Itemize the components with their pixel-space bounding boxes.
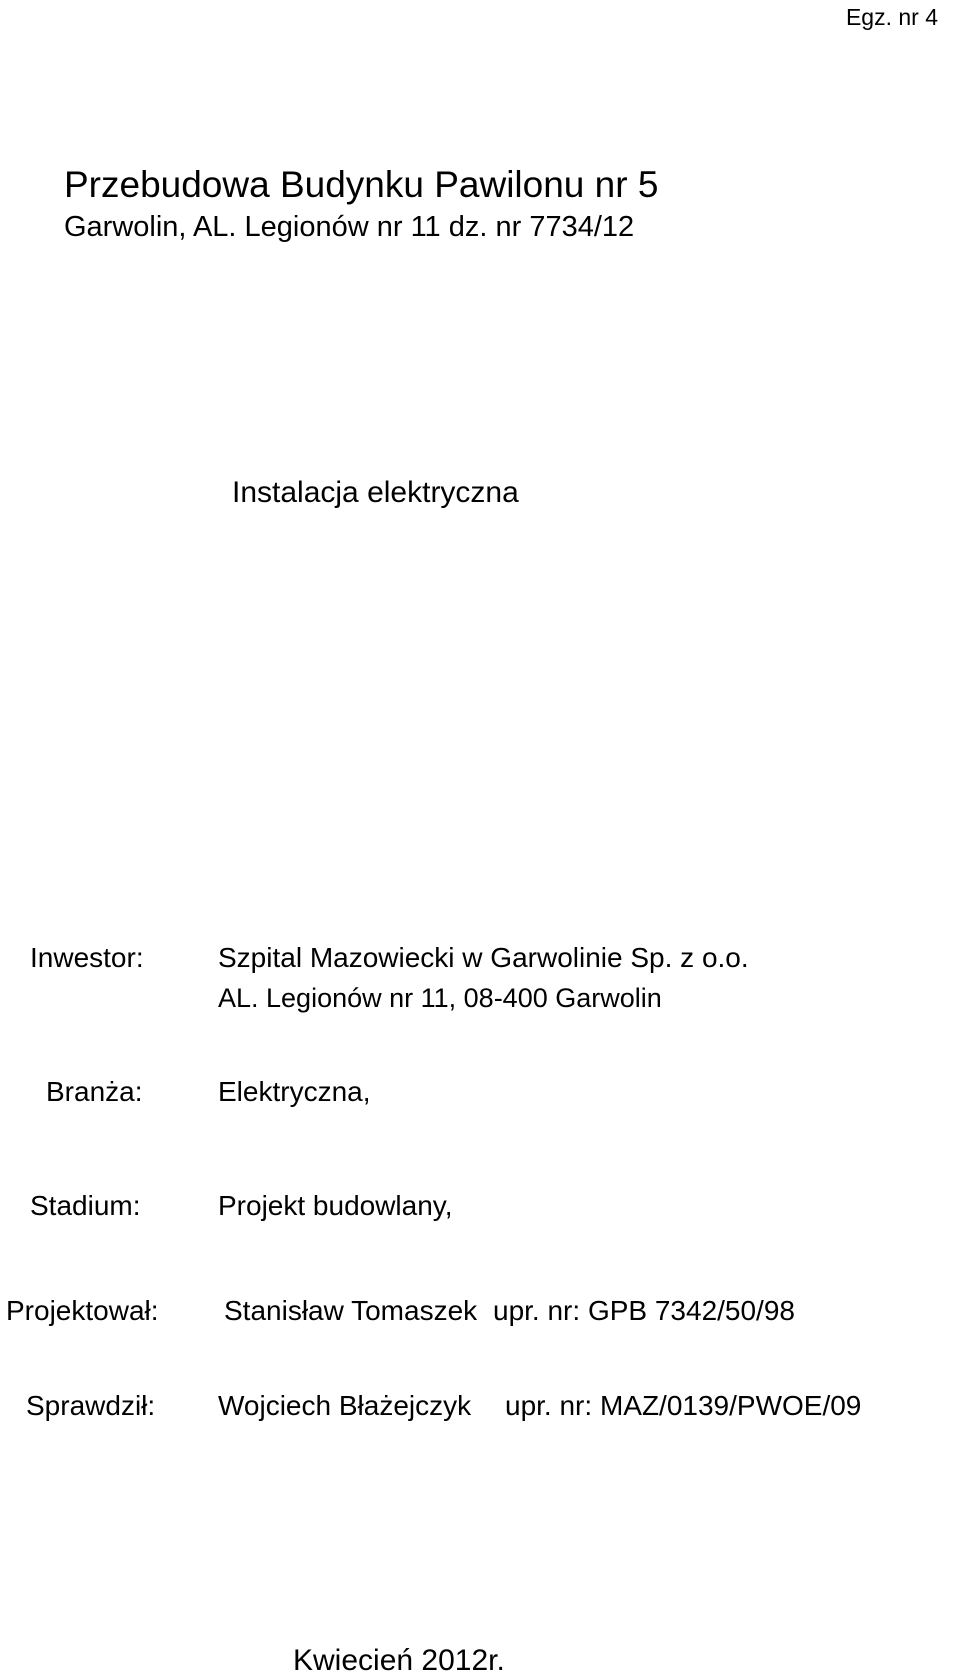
discipline-label: Branża: xyxy=(46,1076,143,1107)
designed-by-license: upr. nr: GPB 7342/50/98 xyxy=(493,1295,795,1326)
checked-by-license: upr. nr: MAZ/0139/PWOE/09 xyxy=(505,1390,862,1421)
investor-name: Szpital Mazowiecki w Garwolinie Sp. z o.o. xyxy=(218,942,749,973)
checked-by-name: Wojciech Błażejczyk xyxy=(218,1390,472,1421)
discipline-value: Elektryczna, xyxy=(218,1076,371,1107)
project-title: Przebudowa Budynku Pawilonu nr 5 xyxy=(64,164,659,205)
investor-label: Inwestor: xyxy=(30,942,144,973)
investor-address: AL. Legionów nr 11, 08-400 Garwolin xyxy=(218,983,662,1013)
discipline-title: Instalacja elektryczna xyxy=(232,476,519,509)
stage-value: Projekt budowlany, xyxy=(218,1190,453,1221)
stage-label: Stadium: xyxy=(30,1190,141,1221)
project-address: Garwolin, AL. Legionów nr 11 dz. nr 7734/12 xyxy=(64,211,635,243)
designed-by-name: Stanisław Tomaszek xyxy=(224,1295,478,1326)
copy-number: Egz. nr 4 xyxy=(845,4,938,30)
checked-by-label: Sprawdził: xyxy=(26,1390,156,1421)
document-date: Kwiecień 2012r. xyxy=(293,1644,505,1677)
designed-by-label: Projektował: xyxy=(6,1295,159,1326)
